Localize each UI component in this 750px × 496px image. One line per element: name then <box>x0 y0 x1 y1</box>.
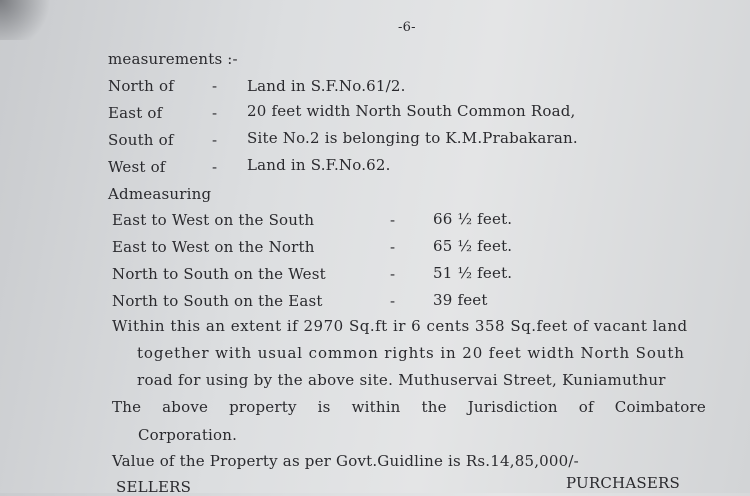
jurisdiction-line <box>112 398 706 416</box>
separator: - <box>390 211 396 229</box>
jurisdiction-cont: Corporation. <box>138 426 238 444</box>
extent-line: together with usual common rights in 20 feet width North South <box>137 344 685 362</box>
heading: measurements :- <box>108 50 238 68</box>
extent-line: road for using by the above site. Muthuservai Street, Kuniamuthur <box>137 371 666 389</box>
boundary-desc: Site No.2 is belonging to K.M.Prabakaran. <box>247 129 578 147</box>
boundary-dir: North of <box>108 77 174 95</box>
word: within <box>351 398 401 416</box>
separator: - <box>390 265 396 283</box>
measure-value: 39 feet <box>433 291 488 309</box>
separator: - <box>212 104 218 122</box>
boundary-dir: West of <box>108 158 166 176</box>
measure-label: East to West on the North <box>112 238 315 256</box>
word: is <box>317 398 331 416</box>
separator: - <box>212 77 218 95</box>
separator: - <box>390 238 396 256</box>
boundary-dir: East of <box>108 104 163 122</box>
boundary-desc: 20 feet width North South Common Road, <box>247 102 576 120</box>
word: the <box>421 398 447 416</box>
separator: - <box>390 292 396 310</box>
boundary-desc: Land in S.F.No.61/2. <box>247 77 406 95</box>
boundary-desc: Land in S.F.No.62. <box>247 156 391 174</box>
word: Coimbatore <box>614 398 706 416</box>
extent-line: Within this an extent if 2970 Sq.ft ir 6 cents 358 Sq.feet of vacant land <box>112 317 688 335</box>
separator: - <box>212 131 218 149</box>
purchasers-label: PURCHASERS <box>566 474 680 492</box>
measure-value: 66 ½ feet. <box>433 210 513 228</box>
word: Jurisdiction <box>467 398 558 416</box>
measure-label: East to West on the South <box>112 211 315 229</box>
separator: - <box>212 158 218 176</box>
measure-label: North to South on the West <box>112 265 326 283</box>
word: of <box>578 398 594 416</box>
measure-value: 65 ½ feet. <box>433 237 513 255</box>
page-number: -6- <box>398 20 416 35</box>
measure-value: 51 ½ feet. <box>433 264 513 282</box>
sellers-label: SELLERS <box>116 478 192 496</box>
measure-label: North to South on the East <box>112 292 323 310</box>
value-line: Value of the Property as per Govt.Guidline is Rs.14,85,000/- <box>112 452 579 470</box>
photo-shadow <box>0 0 60 40</box>
admeasuring-label: Admeasuring <box>108 185 212 203</box>
word: above <box>162 398 209 416</box>
word: The <box>112 398 142 416</box>
boundary-dir: South of <box>108 131 174 149</box>
word: property <box>229 398 297 416</box>
